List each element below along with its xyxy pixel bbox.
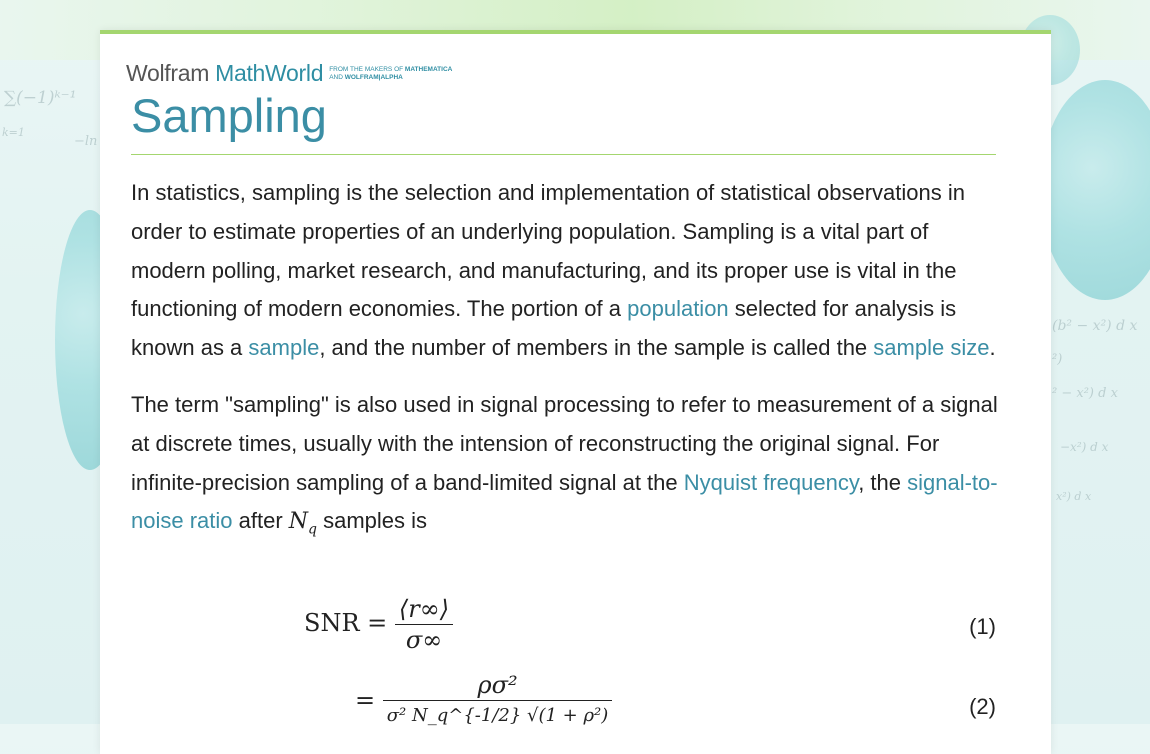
- background-formula-right-2: ²): [1052, 352, 1063, 367]
- background-formula-right-1: (b² − x²) d x: [1052, 318, 1138, 334]
- background-formula-right-4: −x²) d x: [1060, 440, 1109, 454]
- background-formula-left-term: −ln: [74, 134, 98, 149]
- mathworld-logo[interactable]: [126, 60, 452, 87]
- equation-2: [355, 670, 612, 731]
- background-formula-left-sub: k=1: [2, 126, 25, 139]
- brand-mathworld: MathWorld: [215, 60, 324, 86]
- equation-1-numerator: ⟨r∞⟩: [395, 594, 453, 625]
- math-variable-nq: $N_q$: [288, 509, 317, 538]
- page-title: Sampling: [131, 89, 327, 142]
- equation-2-number: (2): [969, 694, 996, 719]
- equation-1-equals: =: [367, 609, 388, 637]
- paragraph-2: The term "sampling" is also used in signal processing to refer to measurement of a signal at discrete times, usually with the intension of reconstructing the original signal. For infinite-precision sampling of a band-limited signal at the Nyquist frequency, the signal-to-noise ratio after $N_q$ samples is: [131, 391, 998, 538]
- link-population[interactable]: population: [627, 296, 729, 322]
- equation-2-numerator: ρσ²: [383, 670, 613, 701]
- link-signal-to-noise-ratio[interactable]: signal-to-noise ratio: [131, 469, 998, 534]
- link-sample-size[interactable]: sample size: [873, 335, 990, 361]
- link-nyquist-frequency[interactable]: Nyquist frequency: [683, 469, 859, 495]
- link-sample[interactable]: sample: [248, 335, 320, 361]
- decorative-surface-right: [1040, 80, 1150, 300]
- article-card: [100, 30, 1051, 754]
- brand-tagline: FROM THE MAKERS OF MATHEMATICA AND WOLFRAM|ALPHA: [329, 65, 453, 81]
- equation-2-denominator: σ² N_q^{-1/2} √(1 + ρ²): [386, 705, 609, 726]
- background-formula-left: ∑(−1)ᵏ⁻¹: [4, 88, 77, 108]
- equation-1-lhs: SNR: [304, 609, 360, 637]
- background-formula-right-5: x²) d x: [1056, 490, 1092, 503]
- article-body: [131, 174, 1001, 568]
- paragraph-1: In statistics, sampling is the selection and implementation of statistical observations in order to estimate properties of an underlying population. Sampling is a vital part of modern polling, market research, and manufacturing, and its proper use is vital in the functioning of modern economies. The portion of a population selected for analysis is known as a sample, and the number of members in the sample is called the sample size.: [131, 180, 996, 361]
- background-formula-right-3: ² − x²) d x: [1052, 386, 1118, 401]
- equation-1-number: (1): [969, 614, 996, 639]
- equation-2-fraction: [383, 670, 613, 731]
- equation-2-equals: =: [355, 686, 376, 715]
- brand-wolfram: Wolfram: [126, 60, 210, 86]
- equation-1: [304, 594, 453, 655]
- equation-1-denominator: σ∞: [405, 626, 443, 654]
- title-divider: [131, 154, 996, 155]
- equation-1-fraction: [395, 594, 453, 655]
